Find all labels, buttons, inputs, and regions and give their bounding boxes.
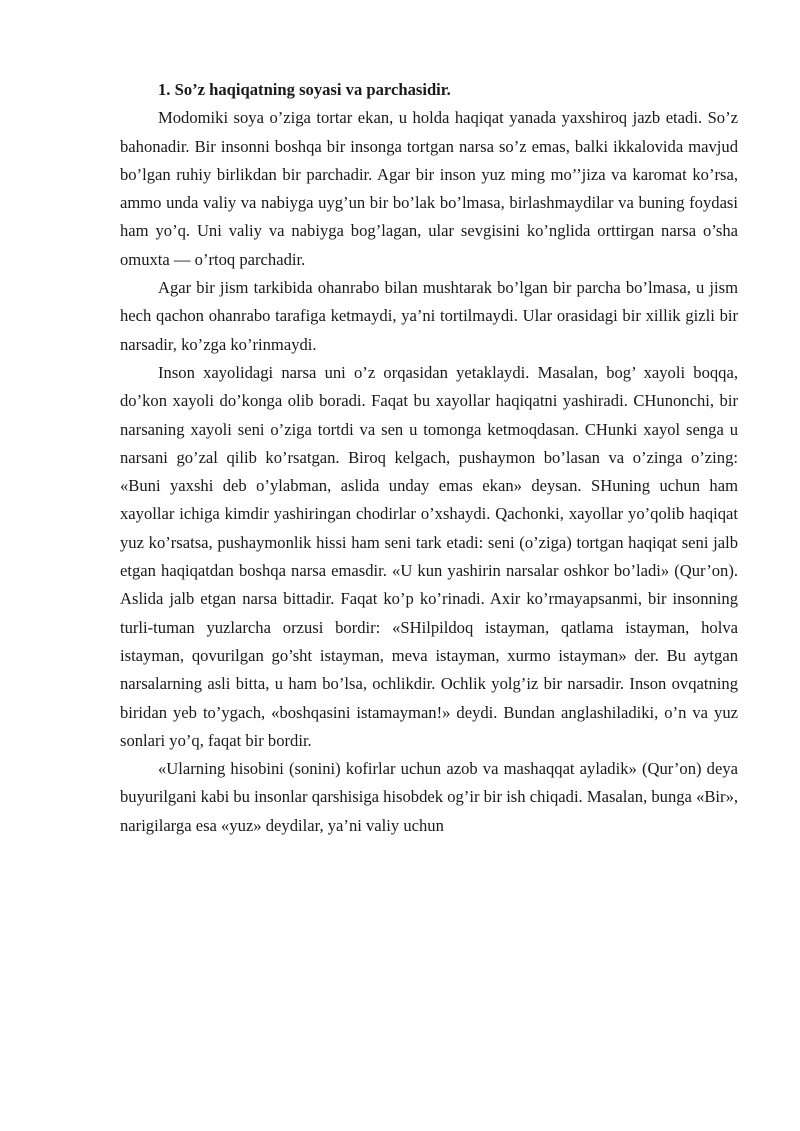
paragraph-1: Modomiki soya o’ziga tortar ekan, u holda haqiqat yanada yaxshiroq jazb etadi. So’z bahonadir. Bir insonni boshqa bir insonga tortgan narsa so’z emas, balki ikkalovida mavjud bo’lgan ruhiy birlikdan bir parchadir. Agar bir inson yuz ming mo’’jiza va karomat ko’rsa, ammo unda valiy va nabiyga uyg’un bir bo’lak bo’lmasa, birlashmaydilar va buning foydasi ham yo’q. Uni valiy va nabiyga bog’lagan, ular sevgisini ko’nglida orttirgan narsa o’sha omuxta — o’rtoq parchadir.	[120, 108, 738, 269]
paragraph-2: Agar bir jism tarkibida ohanrabo bilan mushtarak bo’lgan bir parcha bo’lmasa, u jism hech qachon ohanrabo tarafiga ketmaydi, ya’ni tortilmaydi. Ular orasidagi bir xillik gizli bir narsadir, ko’zga ko’rinmaydi.	[120, 278, 738, 354]
paragraph-4: «Ularning hisobini (sonini) kofirlar uchun azob va mashaqqat ayladik» (Qur’on) deya buyurilgani kabi bu insonlar qarshisiga hisobdek og’ir bir ish chiqadi. Masalan, bunga «Bir», narigilarga esa «yuz» deydilar, ya’ni valiy uchun	[120, 759, 739, 835]
document-page	[120, 76, 738, 840]
paragraph-3: Inson xayolidagi narsa uni o’z orqasidan yetaklaydi. Masalan, bog’ xayoli boqqa, do’kon xayoli do’konga olib boradi. Faqat bu xayollar haqiqatni yashiradi. CHunonchi, bir narsaning xayoli seni o’ziga tortdi va sen u tomonga ketmoqdasan. CHunki xayol senga u narsani go’zal qilib ko’rsatgan. Biroq kelgach, pushaymon bo’lasan va o’zinga o’zing: «Buni yaxshi deb o’ylabman, aslida unday emas ekan» deysan. SHuning uchun ham xayollar ichiga kimdir yashiringan chodirlar o’xshaydi. Qachonki, xayollar yo’qolib haqiqat yuz ko’rsatsa, pushaymonlik hissi ham seni tark etadi: seni (o’ziga) tortgan haqiqat seni jalb etgan haqiqatdan boshqa narsa emasdir. «U kun yashirin narsalar oshkor bo’ladi» (Qur’on). Aslida jalb etgan narsa bittadir. Faqat ko’p ko’rinadi. Axir ko’rmayapsanmi, bir insonning turli-tuman yuzlarcha orzusi bordir: «SHilpildoq istayman, qatlama istayman, holva istayman, qovurilgan go’sht istayman, meva istayman, xurmo istayman» der. Bu aytgan narsalarning asli bitta, u ham bo’lsa, ochlikdir. Ochlik yolg’iz bir narsadir. Inson ovqatning biridan yeb to’ygach, «boshqasini istamayman!» deydi. Bundan anglashiladiki, o’n va yuz sonlari yo’q, faqat bir bordir.	[120, 362, 738, 750]
section-heading: 1. So’z haqiqatning soyasi va parchasidir.	[158, 80, 451, 99]
